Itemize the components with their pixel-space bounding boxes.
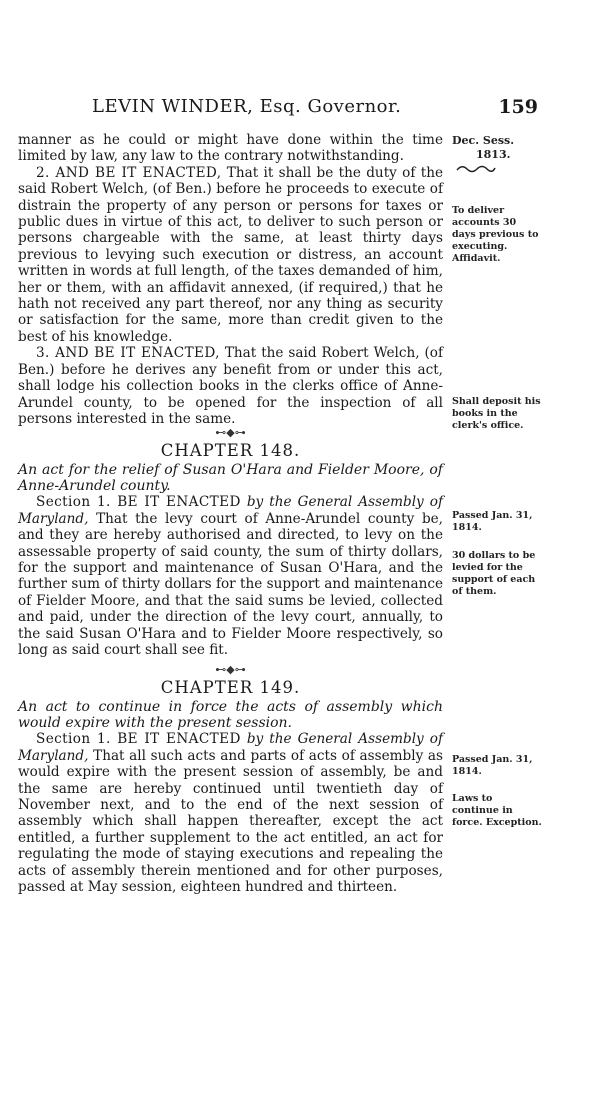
chapter-149-enacting-clause: Section 1. BE IT ENACTED <box>36 731 241 748</box>
chapter-149-assembly: by the General Assembly of Maryland, <box>18 731 443 764</box>
section-2-text: That it shall be the duty of the said Robert Welch, (of Ben.) before he proceeds to execute of distrain the property of any person or persons for taxes or public dues in virtue of this act, to deliver to such person or persons chargeable with the same, at least thirty days previous to levying such execution or distress, an account written in words at full length, of the taxes demanded of him, her or them, with an affidavit annexed, (if required,) that he hath not received any part thereof, nor any thing as security or satisfaction for the same, more than credit given to the best of his knowledge. <box>18 164 443 345</box>
chapter-148-section-1 <box>18 494 443 658</box>
margin-note-passed-148: Passed Jan. 31, 1814. <box>452 510 533 533</box>
margin-note-passed-149: Passed Jan. 31, 1814. <box>452 754 533 777</box>
section-3-enacting-clause: 3. AND BE IT ENACTED, <box>36 345 220 362</box>
margin-note-deposit: Shall deposit his books in the clerk's office. <box>452 396 541 431</box>
section-2 <box>18 165 443 345</box>
chapter-149-heading: CHAPTER 149. <box>160 678 301 698</box>
chapter-149-section-1 <box>18 731 443 895</box>
chapter-148-heading: CHAPTER 148. <box>160 441 301 461</box>
margin-note-delivery: To deliver accounts 30 days previous to executing. Affidavit. <box>452 205 539 264</box>
margin-session <box>452 134 542 174</box>
chapter-148-assembly: by the General Assembly of Maryland, <box>18 494 443 527</box>
page-number: 159 <box>498 96 538 118</box>
page-header <box>92 96 538 120</box>
chapter-ornament-2-icon: ⊷◆⊶ <box>215 663 246 677</box>
chapter-148-enacting-clause: Section 1. BE IT ENACTED <box>36 494 241 511</box>
chapter-149-title: An act to continue in force the acts of assembly which would expire with the present session. <box>18 699 443 732</box>
section-3 <box>18 345 443 427</box>
margin-note-levy: 30 dollars to be levied for the support of each of them. <box>452 550 536 597</box>
paragraph-continuation: manner as he could or might have done within the time limited by law, any law to the contrary notwithstanding. <box>18 132 443 165</box>
chapter-ornament-icon: ⊷◆⊶ <box>215 426 246 440</box>
session-year: 1813. <box>476 148 511 161</box>
section-3-text: That the said Robert Welch, (of Ben.) before he derives any benefit from or under this act, shall lodge his collection books in the clerks office of Anne-Arundel county, to be opened for the inspection of all persons interested in the same. <box>18 345 443 427</box>
squiggle-ornament-icon <box>456 164 496 174</box>
session-label: Dec. Sess. <box>452 134 515 147</box>
section-2-enacting-clause: 2. AND BE IT ENACTED, <box>36 164 222 181</box>
body-column <box>18 132 443 895</box>
chapter-149-text: That all such acts and parts of acts of assembly as would expire with the present session of assembly, be and the same are hereby continued until twentieth day of November next, and to the end of the next session of assembly which shall happen thereafter, except the act entitled, a further supplement to the act entitled, an act for regulating the mode of staying executions and repealing the acts of assembly therein mentioned and for other purposes, passed at May session, eighteen hundred and thirteen. <box>18 747 443 896</box>
chapter-148-text: That the levy court of Anne-Arundel county be, and they are hereby authorised and directed, to levy on the assessable property of said county, the sum of thirty dollars, for the support and maintenance of Susan O'Hara, and the further sum of thirty dollars for the support and maintenance of Fielder Moore, and that the said sums be levied, collected and paid, under the direction of the levy court, annually, to the said Susan O'Hara and to Fielder Moore respectively, so long as said court shall see fit. <box>18 510 444 658</box>
chapter-148-title: An act for the relief of Susan O'Hara and Fielder Moore, of Anne-Arundel county. <box>18 462 443 495</box>
margin-note-continue: Laws to continue in force. Exception. <box>452 793 542 828</box>
running-head: LEVIN WINDER, Esq. Governor. <box>92 96 402 117</box>
